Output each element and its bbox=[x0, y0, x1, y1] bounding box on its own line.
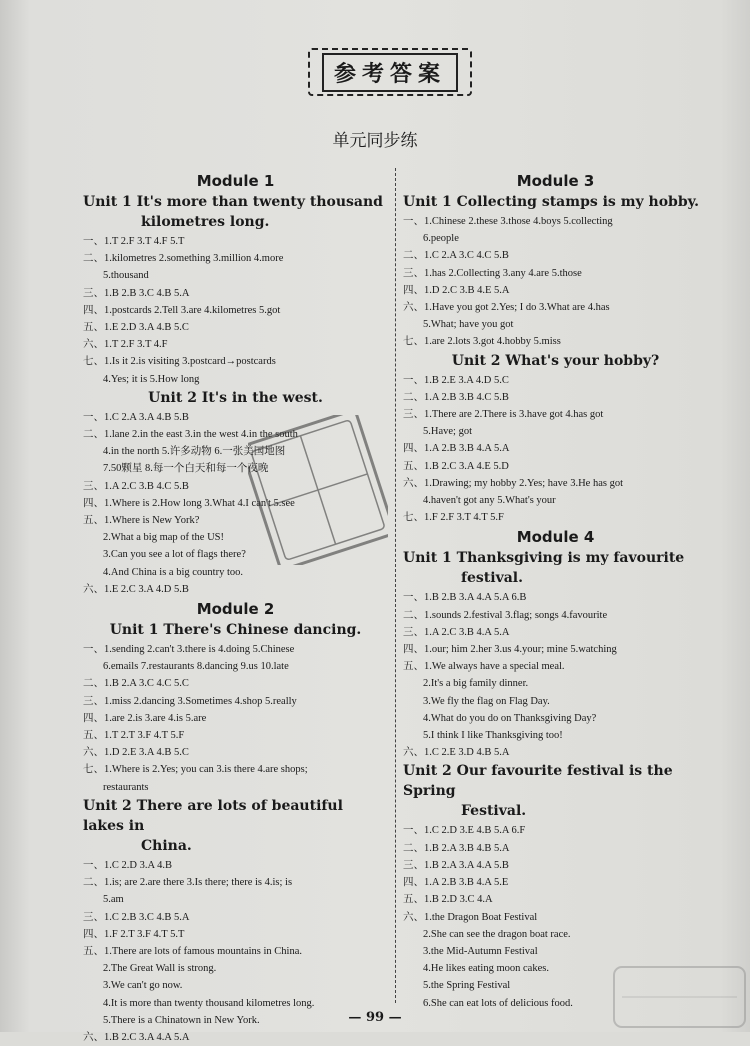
unit-heading-line: Unit 1 It's more than twenty thousand bbox=[83, 194, 383, 210]
answer-line: 二、1.C 2.A 3.C 4.C 5.B bbox=[403, 250, 509, 262]
answer-line: 5.am bbox=[103, 894, 124, 906]
answer-line: 5.There is a Chinatown in New York. bbox=[103, 1014, 260, 1026]
answer-line: 二、1.lane 2.in the east 3.in the west 4.in the south bbox=[83, 429, 298, 441]
answer-line: 七、1.F 2.F 3.T 4.T 5.F bbox=[403, 512, 504, 524]
answer-line: 7.50颗星 8.每一个白天和每一个夜晚 bbox=[103, 463, 269, 475]
answer-line: 5.the Spring Festival bbox=[423, 980, 511, 992]
answer-line: 六、1.Have you got 2.Yes; I do 3.What are 4.has bbox=[403, 302, 610, 314]
answer-line: 六、1.E 2.C 3.A 4.D 5.B bbox=[83, 583, 189, 595]
answer-line: 一、1.sending 2.can't 3.there is 4.doing 5.Chinese bbox=[83, 644, 295, 656]
answer-line: 二、1.is; are 2.are there 3.Is there; there is 4.is; is bbox=[83, 877, 293, 889]
answer-line: 五、1.T 2.T 3.F 4.T 5.F bbox=[83, 730, 185, 742]
title-frame bbox=[308, 48, 472, 96]
answer-line: 五、1.Where is New York? bbox=[83, 515, 200, 527]
module-heading: Module 1 bbox=[196, 172, 275, 190]
answer-line: 六、1.Drawing; my hobby 2.Yes; have 3.He has got bbox=[403, 477, 623, 489]
unit-heading bbox=[83, 192, 388, 232]
answer-line: 四、1.Where is 2.How long 3.What 4.I can't 5.see bbox=[83, 497, 295, 509]
answer-line: 三、1.has 2.Collecting 3.any 4.are 5.those bbox=[403, 267, 582, 279]
unit-heading-continuation: China. bbox=[141, 837, 192, 854]
answer-line: 七、1.Where is 2.Yes; you can 3.is there 4.are shops; bbox=[83, 764, 308, 776]
answer-line: 4.It is more than twenty thousand kilometres long. bbox=[103, 997, 315, 1009]
answer-line: 六、1.the Dragon Boat Festival bbox=[403, 911, 538, 923]
unit-heading bbox=[83, 796, 388, 856]
unit-heading-line: Unit 1 Thanksgiving is my favourite bbox=[403, 550, 685, 567]
answer-line: 3.Can you see a lot of flags there? bbox=[103, 549, 246, 561]
answer-line: 2.She can see the dragon boat race. bbox=[423, 928, 571, 940]
answer-line: 一、1.B 2.E 3.A 4.D 5.C bbox=[403, 374, 509, 386]
column-divider bbox=[395, 168, 396, 1003]
answer-line: 四、1.A 2.B 3.B 4.A 5.A bbox=[403, 443, 510, 455]
page-title: 参考答案 bbox=[322, 53, 458, 92]
answer-line: 一、1.Chinese 2.these 3.those 4.boys 5.collecting bbox=[403, 216, 613, 227]
answer-line: 四、1.F 2.T 3.F 4.T 5.T bbox=[83, 928, 185, 940]
answer-line: 五、1.B 2.C 3.A 4.E 5.D bbox=[403, 460, 509, 472]
answer-line: 五、1.We always have a special meal. bbox=[403, 661, 565, 673]
answer-line: 四、1.A 2.B 3.B 4.A 5.E bbox=[403, 877, 509, 889]
answer-line: 四、1.are 2.is 3.are 4.is 5.are bbox=[83, 712, 207, 724]
answer-line: 4.Yes; it is 5.How long bbox=[103, 373, 200, 385]
answer-line: 5.What; have you got bbox=[423, 319, 514, 331]
answer-line: 三、1.There are 2.There is 3.have got 4.has got bbox=[403, 409, 604, 421]
module-heading: Module 2 bbox=[196, 600, 275, 619]
answer-line: 2.It's a big family dinner. bbox=[423, 678, 529, 690]
answer-line: 三、1.A 2.C 3.B 4.A 5.A bbox=[403, 626, 510, 638]
answer-line: 6.She can eat lots of delicious food. bbox=[423, 997, 573, 1009]
answer-line: 5.Have; got bbox=[423, 426, 472, 438]
answer-line: 五、1.There are lots of famous mountains in China. bbox=[83, 945, 302, 957]
answer-line: 3.We fly the flag on Flag Day. bbox=[423, 695, 550, 707]
unit-heading bbox=[403, 548, 708, 588]
answer-line: 4.He likes eating moon cakes. bbox=[423, 963, 549, 975]
answer-line: 6.emails 7.restaurants 8.dancing 9.us 10.late bbox=[103, 661, 289, 673]
answer-line: restaurants bbox=[103, 781, 149, 793]
unit-heading-line: Unit 2 What's your hobby? bbox=[451, 352, 660, 369]
answer-line: 一、1.C 2.D 3.A 4.B bbox=[83, 859, 172, 871]
unit-heading-line: Unit 1 There's Chinese dancing. bbox=[109, 622, 362, 639]
answer-line: 三、1.A 2.C 3.B 4.C 5.B bbox=[83, 480, 189, 492]
answer-line: 五、1.E 2.D 3.A 4.B 5.C bbox=[83, 322, 189, 334]
answer-line: 2.The Great Wall is strong. bbox=[103, 963, 217, 975]
answer-line: 一、1.T 2.F 3.T 4.F 5.T bbox=[83, 236, 185, 247]
answer-line: 4.haven't got any 5.What's your bbox=[423, 495, 556, 507]
answer-line: 三、1.miss 2.dancing 3.Sometimes 4.shop 5.really bbox=[83, 695, 297, 707]
unit-heading-continuation: festival. bbox=[461, 570, 523, 587]
unit-heading-continuation: kilometres long. bbox=[141, 214, 270, 230]
left-column bbox=[83, 170, 388, 1046]
answer-line: 四、1.our; him 2.her 3.us 4.your; mine 5.watching bbox=[403, 644, 617, 656]
unit-heading bbox=[403, 761, 708, 821]
answer-line: 三、1.C 2.B 3.C 4.B 5.A bbox=[83, 911, 190, 923]
unit-heading bbox=[83, 388, 388, 408]
module-heading: Module 4 bbox=[516, 528, 595, 547]
answer-line: 七、1.are 2.lots 3.got 4.hobby 5.miss bbox=[403, 336, 561, 348]
unit-heading-line: Unit 2 Our favourite festival is the Spring bbox=[403, 763, 673, 800]
answer-line: 五、1.B 2.D 3.C 4.A bbox=[403, 894, 493, 906]
answer-line: 七、1.Is it 2.is visiting 3.postcard→postcards bbox=[83, 356, 276, 368]
answer-line: 5.I think I like Thanksgiving too! bbox=[423, 730, 563, 742]
answer-line: 六、1.C 2.E 3.D 4.B 5.A bbox=[403, 747, 510, 759]
section-subtitle: 单元同步练 bbox=[332, 131, 418, 151]
answer-line: 2.What a big map of the US! bbox=[103, 532, 225, 544]
answer-line: 3.the Mid-Autumn Festival bbox=[423, 945, 538, 957]
answer-line: 一、1.C 2.D 3.E 4.B 5.A 6.F bbox=[403, 825, 526, 837]
answer-line: 三、1.B 2.B 3.C 4.B 5.A bbox=[83, 287, 190, 299]
page-number: — 99 — bbox=[348, 1010, 402, 1025]
module-heading: Module 3 bbox=[516, 172, 595, 190]
unit-heading bbox=[403, 351, 708, 371]
answer-line: 5.thousand bbox=[103, 270, 149, 282]
answer-line: 4.And China is a big country too. bbox=[103, 566, 243, 578]
answer-line: 4.in the north 5.许多动物 6.一张美国地图 bbox=[103, 446, 286, 458]
unit-heading-line: Unit 2 There are lots of beautiful lakes in bbox=[83, 797, 343, 834]
unit-heading-line: Unit 1 Collecting stamps is my hobby. bbox=[403, 194, 700, 210]
answer-line: 四、1.postcards 2.Tell 3.are 4.kilometres 5.got bbox=[83, 304, 281, 316]
answer-line: 二、1.B 2.A 3.B 4.B 5.A bbox=[403, 842, 510, 854]
answer-line: 三、1.B 2.A 3.A 4.A 5.B bbox=[403, 859, 509, 871]
answer-line: 四、1.D 2.C 3.B 4.E 5.A bbox=[403, 284, 510, 296]
answer-line: 4.What do you do on Thanksgiving Day? bbox=[423, 712, 597, 724]
answer-line: 一、1.B 2.B 3.A 4.A 5.A 6.B bbox=[403, 592, 527, 604]
right-column bbox=[403, 170, 708, 1012]
unit-heading bbox=[83, 620, 388, 640]
answer-line: 二、1.B 2.A 3.C 4.C 5.C bbox=[83, 678, 189, 690]
answer-line: 六、1.D 2.E 3.A 4.B 5.C bbox=[83, 747, 189, 759]
answer-line: 二、1.A 2.B 3.B 4.C 5.B bbox=[403, 391, 509, 403]
answer-line: 二、1.kilometres 2.something 3.million 4.more bbox=[83, 253, 284, 265]
answer-line: 6.people bbox=[423, 233, 459, 245]
answer-line: 一、1.C 2.A 3.A 4.B 5.B bbox=[83, 411, 189, 423]
answer-line: 六、1.T 2.F 3.T 4.F bbox=[83, 339, 168, 351]
answer-line: 二、1.sounds 2.festival 3.flag; songs 4.favourite bbox=[403, 609, 608, 621]
unit-heading-line: Unit 2 It's in the west. bbox=[148, 389, 323, 406]
unit-heading-continuation: Festival. bbox=[461, 803, 527, 820]
answer-line: 六、1.B 2.C 3.A 4.A 5.A bbox=[83, 1031, 190, 1043]
unit-heading bbox=[403, 192, 708, 212]
answer-line: 3.We can't go now. bbox=[103, 980, 183, 992]
